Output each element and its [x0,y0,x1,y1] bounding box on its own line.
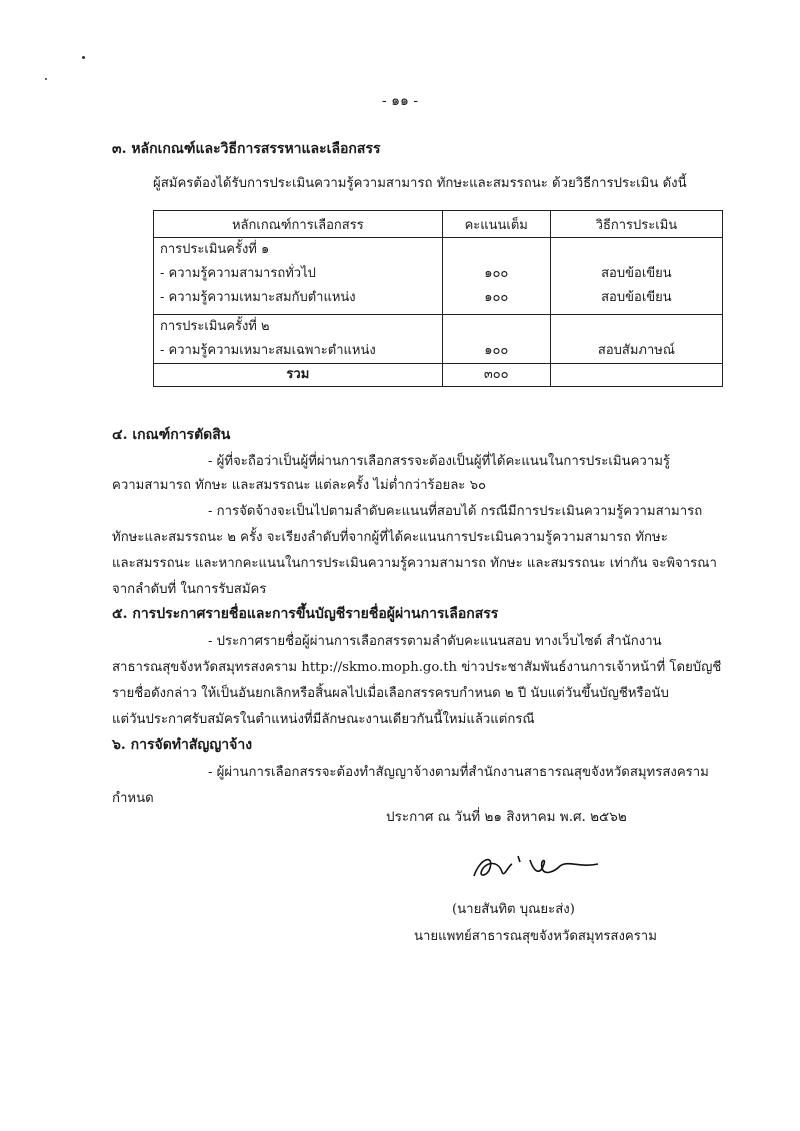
page-number: - ๑๑ - [381,93,419,109]
section6-line: กำหนด [112,791,154,806]
group2-title: การประเมินครั้งที่ ๒ [160,319,270,334]
section5-heading: ๕. การประกาศรายชื่อและการขึ้นบัญชีรายชื่อผู้ผ่านการเลือกสรร [112,606,499,622]
table-header-row [154,211,723,238]
section5-line: สาธารณสุขจังหวัดสมุทรสงคราม http://skmo.moph.go.th ข่าวประชาสัมพันธ์งานการเจ้าหน้าที่ โดยบัญชี [112,660,722,675]
group1-method-2: สอบข้อเขียน [601,290,672,305]
group1-method-1: สอบข้อเขียน [601,266,672,281]
signature [468,846,608,886]
section4-line: ทักษะและสมรรถนะ ๒ ครั้ง จะเรียงลำดับที่จากผู้ที่ได้คะแนนการประเมินความรู้ความสามารถ ทักษะ [112,530,668,545]
section5-line: รายชื่อดังกล่าว ให้เป็นอันยกเลิกหรือสิ้นผลไปเมื่อเลือกสรรครบกำหนด ๒ ปี นับแต่วันขึ้นบัญชีหรือนับ [112,686,669,701]
section4-line: และสมรรถนะ และหากคะแนนในการประเมินความรู้ความสามารถ ทักษะ และสมรรถนะ เท่ากัน จะพิจารณา [112,556,717,571]
group2-score-1: ๑๐๐ [484,343,509,358]
group2-criterion-1: - ความรู้ความเหมาะสมเฉพาะตำแหน่ง [160,343,376,358]
total-label: รวม [154,364,443,387]
header-criterion: หลักเกณฑ์การเลือกสรร [154,211,443,238]
group1-title: การประเมินครั้งที่ ๑ [160,242,270,257]
signer-name: (นายสันทิต บุณยะส่ง) [452,902,575,917]
table-row-group1 [154,238,723,315]
total-score: ๓๐๐ [442,364,550,387]
group1-criterion-1: - ความรู้ความสามารถทั่วไป [160,266,316,281]
section5-line: แต่วันประกาศรับสมัครในตำแหน่งที่มีลักษณะงานเดียวกันนี้ใหม่แล้วแต่กรณี [112,712,535,727]
header-full-score: คะแนนเต็ม [442,211,550,238]
section4-line: - ผู้ที่จะถือว่าเป็นผู้ที่ผ่านการเลือกสรรจะต้องเป็นผู้ที่ได้คะแนนในการประเมินความรู้ [208,454,671,469]
group1-score-1: ๑๐๐ [484,266,509,281]
signer-title: นายแพทย์สาธารณสุขจังหวัดสมุทรสงคราม [414,929,657,944]
section4-line: - การจัดจ้างจะเป็นไปตามลำดับคะแนนที่สอบได้ กรณีมีการประเมินความรู้ความสามารถ [208,504,703,519]
section5-line: - ประกาศรายชื่อผู้ผ่านการเลือกสรรตามลำดับคะแนนสอบ ทางเว็บไซต์ สำนักงาน [208,634,662,649]
group2-method-1: สอบสัมภาษณ์ [597,343,675,358]
section4-line: จากลำดับที่ ในการรับสมัคร [112,582,267,597]
section4-line: ความสามารถ ทักษะ และสมรรถนะ แต่ละครั้ง ไม่ต่ำกว่าร้อยละ ๖๐ [112,478,486,493]
table-row-group2 [154,315,723,364]
section6-heading: ๖. การจัดทำสัญญาจ้าง [112,737,253,753]
announcement-date: ประกาศ ณ วันที่ ๒๑ สิงหาคม พ.ศ. ๒๕๖๒ [386,809,627,825]
section3-intro: ผู้สมัครต้องได้รับการประเมินความรู้ความสามารถ ทักษะและสมรรถนะ ด้วยวิธีการประเมิน ดังนี้ [153,176,687,191]
table-total-row [154,364,723,387]
section3-heading: ๓. หลักเกณฑ์และวิธีการสรรหาและเลือกสรร [112,141,381,157]
section6-line: - ผู้ผ่านการเลือกสรรจะต้องทำสัญญาจ้างตามที่สำนักงานสาธารณสุขจังหวัดสมุทรสงคราม [208,765,709,780]
criteria-table [153,210,723,387]
group1-criterion-2: - ความรู้ความเหมาะสมกับตำแหน่ง [160,290,356,305]
header-method: วิธีการประเมิน [550,211,722,238]
section4-heading: ๔. เกณฑ์การตัดสิน [112,427,231,443]
group1-score-2: ๑๐๐ [484,290,509,305]
